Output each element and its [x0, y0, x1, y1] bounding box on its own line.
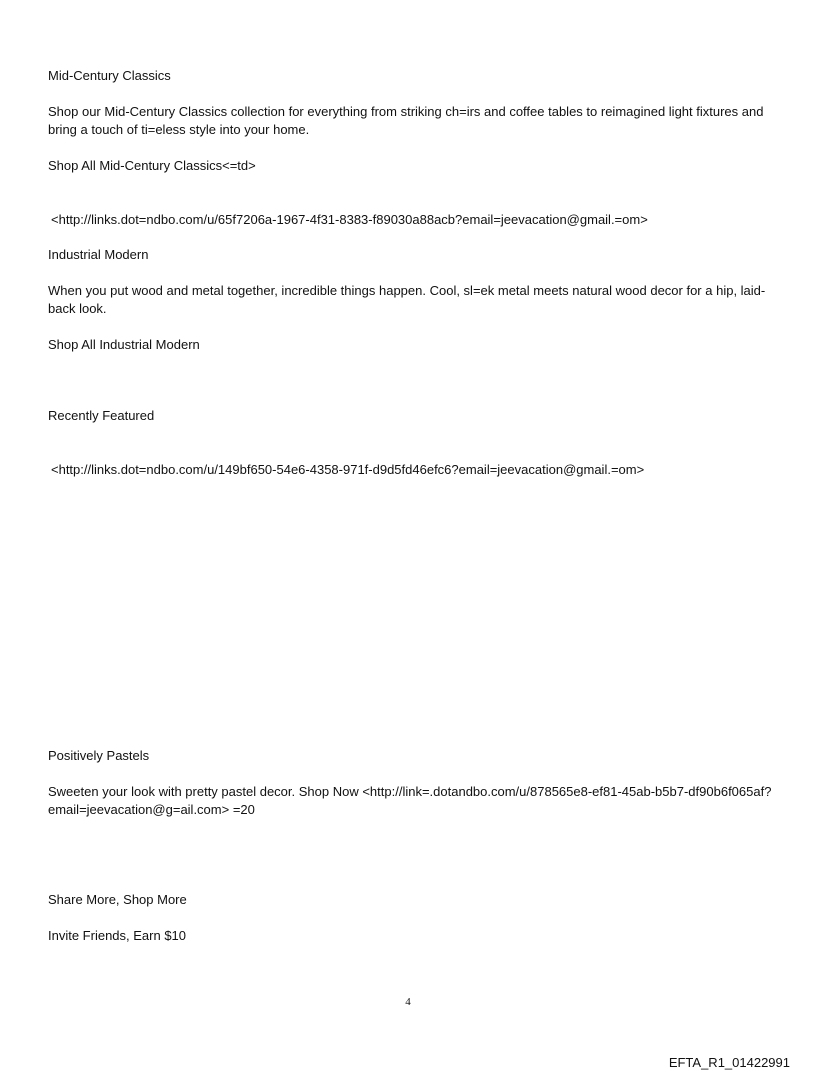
pastels-heading: Positively Pastels [48, 748, 150, 763]
invite-friends-link[interactable]: Invite Friends, Earn $10 [48, 928, 187, 943]
share-heading: Share More, Shop More [48, 892, 187, 907]
mid-century-description: Shop our Mid-Century Classics collection for everything from striking ch=irs and coffee tables to reimagined light fixtures and bring a touch of ti=eless style into your home. [48, 104, 764, 137]
mid-century-heading: Mid-Century Classics [48, 68, 171, 83]
page-number: 4 [405, 996, 411, 1008]
industrial-heading: Industrial Modern [48, 247, 149, 262]
industrial-description: When you put wood and metal together, incredible things happen. Cool, sl=ek metal meets natural wood decor for a hip, laid-back look. [48, 283, 766, 316]
shop-mid-century-link[interactable]: Shop All Mid-Century Classics<=td> [48, 158, 256, 173]
document-id: EFTA_R1_01422991 [668, 1055, 790, 1070]
pastels-description: Sweeten your look with pretty pastel decor. Shop Now <http://link=.dotandbo.com/u/878565e8-ef81-45ab-b5b7-df90b6f065af?email=jeevacation@g=ail.com> =20 [48, 784, 772, 817]
shop-industrial-link[interactable]: Shop All Industrial Modern [48, 337, 200, 352]
mid-century-url[interactable]: <http://links.dot=ndbo.com/u/65f7206a-1967-4f31-8383-f89030a88acb?email=jeevacation@gmail.=om> [51, 212, 648, 227]
recently-featured-url[interactable]: <http://links.dot=ndbo.com/u/149bf650-54e6-4358-971f-d9d5fd46efc6?email=jeevacation@gmail.=om> [51, 462, 645, 477]
recently-featured-heading: Recently Featured [48, 408, 155, 423]
